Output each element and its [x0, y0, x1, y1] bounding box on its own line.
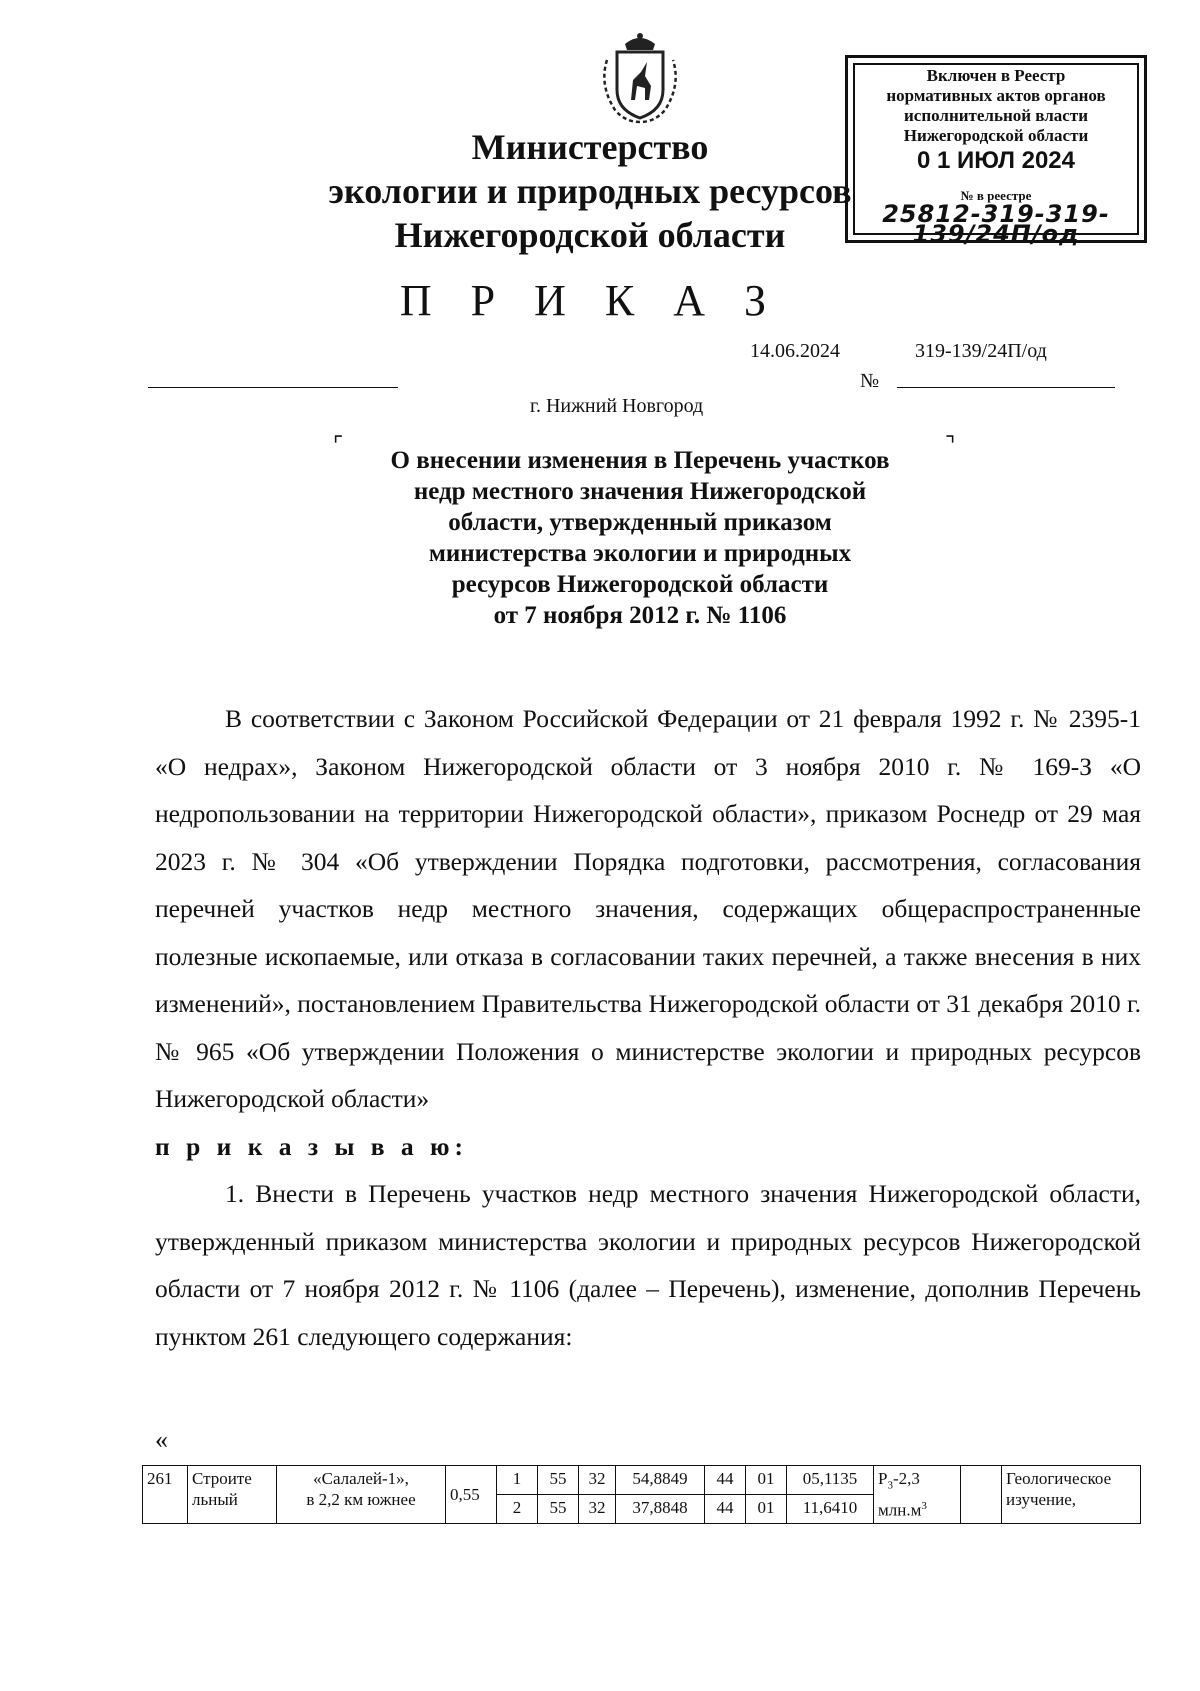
document-type-title: П Р И К А З — [399, 276, 781, 325]
cell-lon-min: 01 — [746, 1495, 787, 1524]
cell-area: 0,55 — [446, 1466, 497, 1524]
reserves-subscript: 3 — [887, 1479, 893, 1492]
subsoil-sites-table — [142, 1465, 1141, 1524]
subject-corner-left: ⌜ — [333, 432, 344, 457]
cell-reserves — [874, 1466, 961, 1524]
cell-point: 1 — [497, 1466, 538, 1495]
cell-lat-deg: 55 — [538, 1466, 579, 1495]
cell-lon-min: 01 — [746, 1466, 787, 1495]
cell-lat-sec: 37,8848 — [616, 1495, 705, 1524]
stamp-registry-label: № в реестре — [960, 188, 1032, 203]
reserves-superscript: 3 — [921, 1500, 927, 1513]
stamp-line2: нормативных актов органов — [886, 86, 1106, 105]
cell-lat-min: 32 — [579, 1495, 616, 1524]
stamp-line4: Нижегородской области — [903, 126, 1089, 145]
table-row — [143, 1466, 1141, 1495]
document-number: 319-139/24П/од — [915, 340, 1047, 362]
subject-line: министерства экологии и природных — [428, 540, 852, 567]
cell-lat-deg: 55 — [538, 1495, 579, 1524]
order-body — [155, 695, 1141, 1360]
cell-site-name — [277, 1466, 446, 1524]
cell-lon-sec: 05,1135 — [787, 1466, 874, 1495]
cell-empty — [961, 1466, 1002, 1524]
cell-lon-deg: 44 — [705, 1495, 746, 1524]
subject-line: недр местного значения Нижегородской — [413, 478, 867, 505]
ministry-name-line3: Нижегородской области — [394, 215, 786, 255]
registry-stamp — [845, 55, 1147, 248]
coat-of-arms-emblem — [595, 30, 685, 125]
cell-purpose: Геологическое изучение, — [1002, 1466, 1141, 1524]
subject-line: от 7 ноября 2012 г. № 1106 — [493, 602, 787, 629]
ministry-name-line1: Министерство — [471, 127, 709, 167]
city: г. Нижний Новгород — [530, 395, 704, 417]
stamp-date: 0 1 ИЮЛ 2024 — [916, 147, 1075, 174]
site-name-line: в 2,2 км южнее — [306, 1490, 416, 1509]
document-date: 14.06.2024 — [750, 340, 840, 362]
item-1-paragraph: 1. Внести в Перечень участков недр местного значения Нижегородской области, утвержденный приказом министерства экологии и природных ресурсов Нижегородской области от 7 ноября 2012 г. № 1106 (далее – Перечень), изменение, дополнив Перечень пунктом 261 следующего содержания: — [155, 1179, 1141, 1351]
cell-number: 261 — [143, 1466, 188, 1524]
stamp-line1: Включен в Реестр — [926, 66, 1066, 85]
cell-lon-deg: 44 — [705, 1466, 746, 1495]
subject-line: области, утвержденный приказом — [448, 509, 832, 536]
reserves-value: -2,3 — [892, 1469, 920, 1488]
cell-lon-sec: 11,6410 — [787, 1495, 874, 1524]
order-subject — [330, 445, 950, 631]
reserves-category: P — [878, 1469, 888, 1488]
cell-point: 2 — [497, 1495, 538, 1524]
subject-corner-right: ⌝ — [945, 432, 956, 457]
cell-mineral: Строите льный — [188, 1466, 277, 1524]
stamp-line3: исполнительной власти — [904, 106, 1088, 125]
order-word: п р и к а з ы в а ю: — [155, 1131, 469, 1161]
quote-open: « — [155, 1425, 168, 1454]
cell-lat-sec: 54,8849 — [616, 1466, 705, 1495]
number-label: № — [860, 370, 880, 392]
stamp-registry-number: 25812-319-319-139/24П/од — [882, 200, 1110, 248]
subject-line: О внесении изменения в Перечень участков — [390, 447, 890, 474]
preamble-paragraph: В соответствии с Законом Российской Федерации от 21 февраля 1992 г. № 2395-1 «О недрах», Законом Нижегородской области от 3 ноября 2010 г. № 169-З «О недропользовании на территории Нижегородской области», приказом Роснедр от 29 мая 2023 г. № 304 «Об утверждении Порядка подготовки, рассмотрения, согласования перечней участков недр местного значения, содержащих общераспространенные полезные ископаемые, или отказа в согласовании таких перечней, а также внесения в них изменений», постановлением Правительства Нижегородской области от 31 декабря 2010 г. № 965 «Об утверждении Положения о министерстве экологии и природных ресурсов Нижегородской области» — [155, 704, 1141, 1113]
site-name-line: «Салалей-1», — [313, 1469, 409, 1488]
subject-line: ресурсов Нижегородской области — [451, 571, 829, 598]
date-underline — [148, 387, 398, 388]
ministry-name-line2: экологии и природных ресурсов — [328, 171, 852, 211]
reserves-unit: млн.м — [878, 1501, 922, 1521]
number-underline — [897, 387, 1115, 388]
cell-lat-min: 32 — [579, 1466, 616, 1495]
